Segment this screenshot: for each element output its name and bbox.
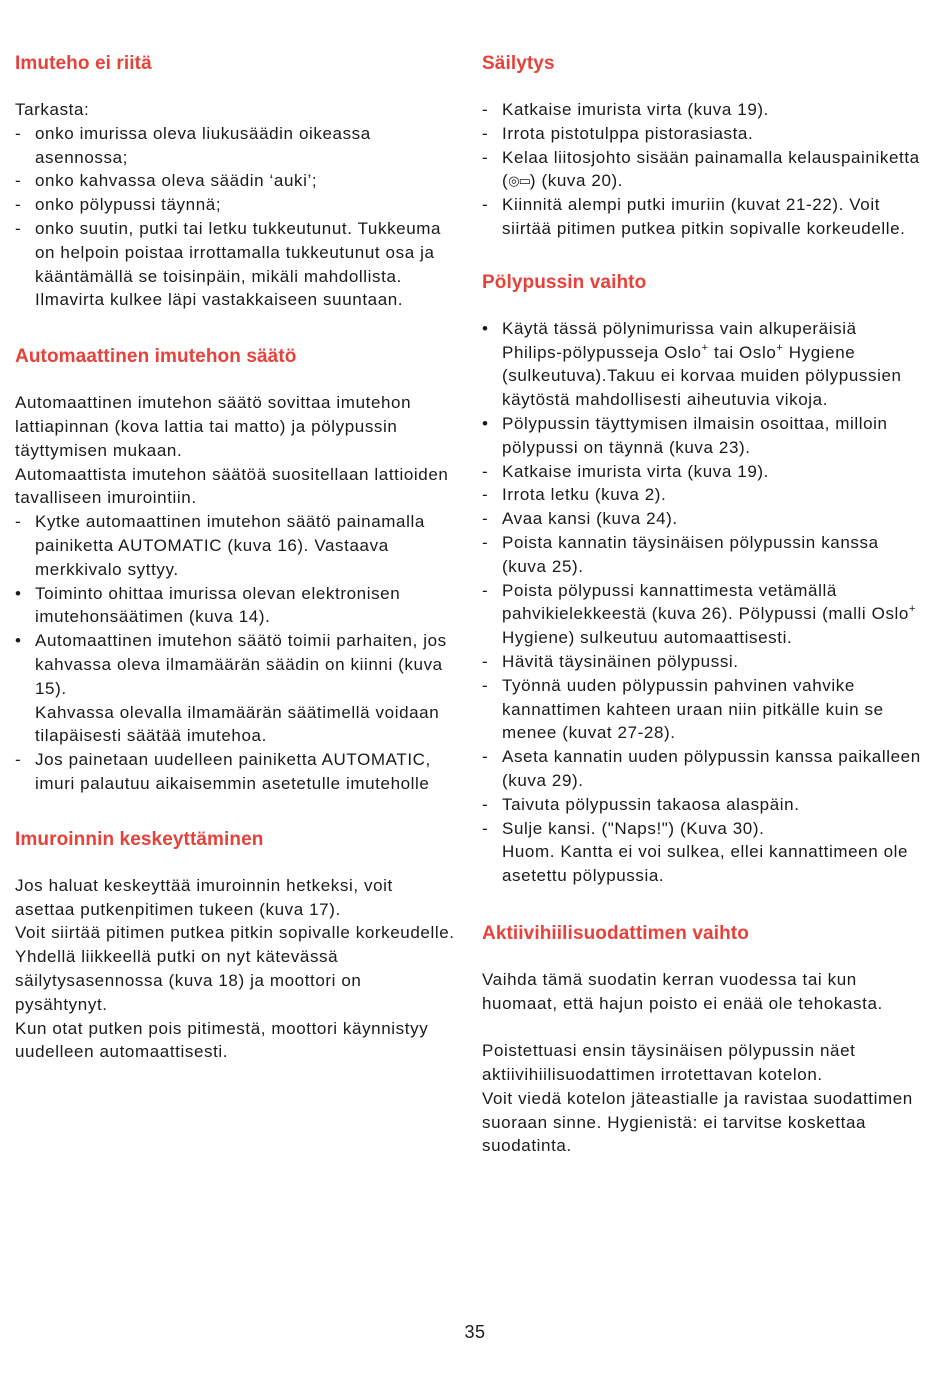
- list-item: - onko suutin, putki tai letku tukkeutunut. Tukkeuma on helpoin poistaa irrottamalla tukkeutunut osa ja kääntämällä se toisinpäin, mikäli mahdollista. Ilmavirta kulkee läpi vastakkaiseen suuntaan.: [15, 218, 442, 310]
- list-item: - Avaa kansi (kuva 24).: [482, 509, 678, 529]
- paragraph: Yhdellä liikkeellä putki on nyt kätevässä säilytysasennossa (kuva 18) ja moottori on pysähtynyt.: [15, 947, 362, 1014]
- automatic-suction-body: [15, 391, 455, 796]
- list-item: - onko imurissa oleva liukusäädin oikeassa asennossa;: [15, 123, 371, 167]
- carbon-filter-body: [482, 968, 922, 1158]
- section-weak-suction: [15, 52, 455, 312]
- storage-body: [482, 98, 922, 241]
- list-item: - Poista kannatin täysinäisen pölypussin kanssa (kuva 25).: [482, 532, 879, 576]
- list-item: • Käytä tässä pölynimurissa vain alkuperäisiä Philips-pölypusseja Oslo+ tai Oslo+ Hygiene (sulkeutuva).Takuu ei korvaa muiden pölypussien käytöstä mahdollisesti aiheutuvia vikoja.: [482, 318, 902, 410]
- dustbag-body: [482, 317, 922, 888]
- heading-storage: Säilytys: [482, 53, 555, 74]
- paragraph: Voit viedä kotelon jäteastialle ja ravistaa suodattimen suoraan sinne. Hygienistä: ei tarvitse koskettaa suodatinta.: [482, 1088, 913, 1156]
- list-item: - Aseta kannatin uuden pölypussin kanssa paikalleen (kuva 29).: [482, 747, 921, 790]
- paragraph: Automaattinen imutehon säätö sovittaa imutehon lattiapinnan (kova lattia tai matto) ja pölypussin täyttymisen mukaan.: [15, 393, 412, 460]
- list-item: - Kelaa liitosjohto sisään painamalla kelauspainiketta (◎▭) (kuva 20).: [482, 146, 922, 194]
- list-item: - Taivuta pölypussin takaosa alaspäin.: [482, 794, 800, 814]
- list-item: - Kiinnitä alempi putki imuriin (kuvat 21-22). Voit siirtää pitimen putkea pitkin sopivalle korkeudelle.: [482, 195, 906, 238]
- paragraph: Voit siirtää pitimen putkea pitkin sopivalle korkeudelle.: [15, 923, 455, 943]
- paragraph: Jos haluat keskeyttää imuroinnin hetkeksi, voit asettaa putkenpitimen tukeen (kuva 17).: [15, 875, 393, 919]
- list-item: • Toiminto ohittaa imurissa olevan elektronisen imutehonsäätimen (kuva 14).: [15, 583, 401, 627]
- section-pause-vacuuming: [15, 828, 455, 1064]
- heading-carbon-filter: Aktiivihiilisuodattimen vaihto: [482, 922, 749, 944]
- list-item: - Hävitä täysinäinen pölypussi.: [482, 651, 739, 671]
- list-item: • Automaattinen imutehon säätö toimii parhaiten, jos kahvassa oleva ilmamäärän säädin on kiinni (kuva 15). Kahvassa olevalla ilmamäärän säätimellä voidaan tilapäisesti säätää imutehoa.: [15, 631, 447, 746]
- check-intro: Tarkasta:: [15, 100, 90, 119]
- automatic-list: [15, 510, 455, 796]
- list-item: - Jos painetaan uudelleen painiketta AUTOMATIC, imuri palautuu aikaisemmin asetetulle imuteholle: [15, 750, 431, 793]
- heading-weak-suction: Imuteho ei riitä: [15, 53, 152, 74]
- paragraph: Kun otat putken pois pitimestä, moottori käynnistyy uudelleen automaattisesti.: [15, 1018, 429, 1062]
- left-column: [15, 52, 455, 1094]
- list-item: - Irrota letku (kuva 2).: [482, 485, 667, 505]
- section-automatic-suction: [15, 345, 455, 796]
- pause-vacuuming-body: [15, 874, 455, 1064]
- list-item: • Pölypussin täyttymisen ilmaisin osoittaa, milloin pölypussi on täynnä (kuva 23).: [482, 413, 888, 457]
- list-item: - onko pölypussi täynnä;: [15, 195, 222, 215]
- list-item: - Katkaise imurista virta (kuva 19).: [482, 100, 769, 119]
- heading-pause-vacuuming: Imuroinnin keskeyttäminen: [15, 828, 264, 850]
- section-carbon-filter: [482, 922, 922, 1158]
- heading-dustbag-replacement: Pölypussin vaihto: [482, 271, 647, 293]
- list-item: - Katkaise imurista virta (kuva 19).: [482, 461, 769, 481]
- list-item: - Poista pölypussi kannattimesta vetämällä pahvikielekkeestä (kuva 26). Pölypussi (malli Oslo+ Hygiene) sulkeutuu automaattisesti.: [482, 580, 917, 648]
- paragraph: Poistettuasi ensin täysinäisen pölypussin näet aktiivihiilisuodattimen irrotettavan kotelon.: [482, 1041, 856, 1085]
- list-item: - onko kahvassa oleva säädin ‘auki’;: [15, 171, 318, 191]
- weak-suction-body: [15, 98, 455, 312]
- storage-list: [482, 98, 922, 241]
- list-item: - Sulje kansi. ("Naps!") (Kuva 30). Huom. Kantta ei voi sulkea, ellei kannattimeen ole asetettu pölypussia.: [482, 818, 909, 886]
- section-storage: [482, 52, 922, 241]
- check-list: [15, 122, 455, 312]
- right-column: [482, 52, 922, 1188]
- page-number: 35: [464, 1322, 486, 1342]
- section-dustbag-replacement: [482, 271, 922, 888]
- list-item: - Työnnä uuden pölypussin pahvinen vahvike kannattimen kahteen uraan niin pitkälle kuin se menee (kuvat 27-28).: [482, 675, 884, 743]
- paragraph: Automaattista imutehon säätöä suositellaan lattioiden tavalliseen imurointiin.: [15, 464, 449, 508]
- list-item: - Kytke automaattinen imutehon säätö painamalla painiketta AUTOMATIC (kuva 16). Vastaava merkkivalo syttyy.: [15, 512, 425, 579]
- dustbag-list: [482, 317, 922, 888]
- heading-automatic-suction: Automaattinen imutehon säätö: [15, 346, 297, 368]
- list-item: - Irrota pistotulppa pistorasiasta.: [482, 123, 754, 143]
- cord-rewind-icon: ◎▭: [508, 173, 530, 189]
- paragraph: Vaihda tämä suodatin kerran vuodessa tai kun huomaat, että hajun poisto ei enää ole tehokasta.: [482, 969, 883, 1013]
